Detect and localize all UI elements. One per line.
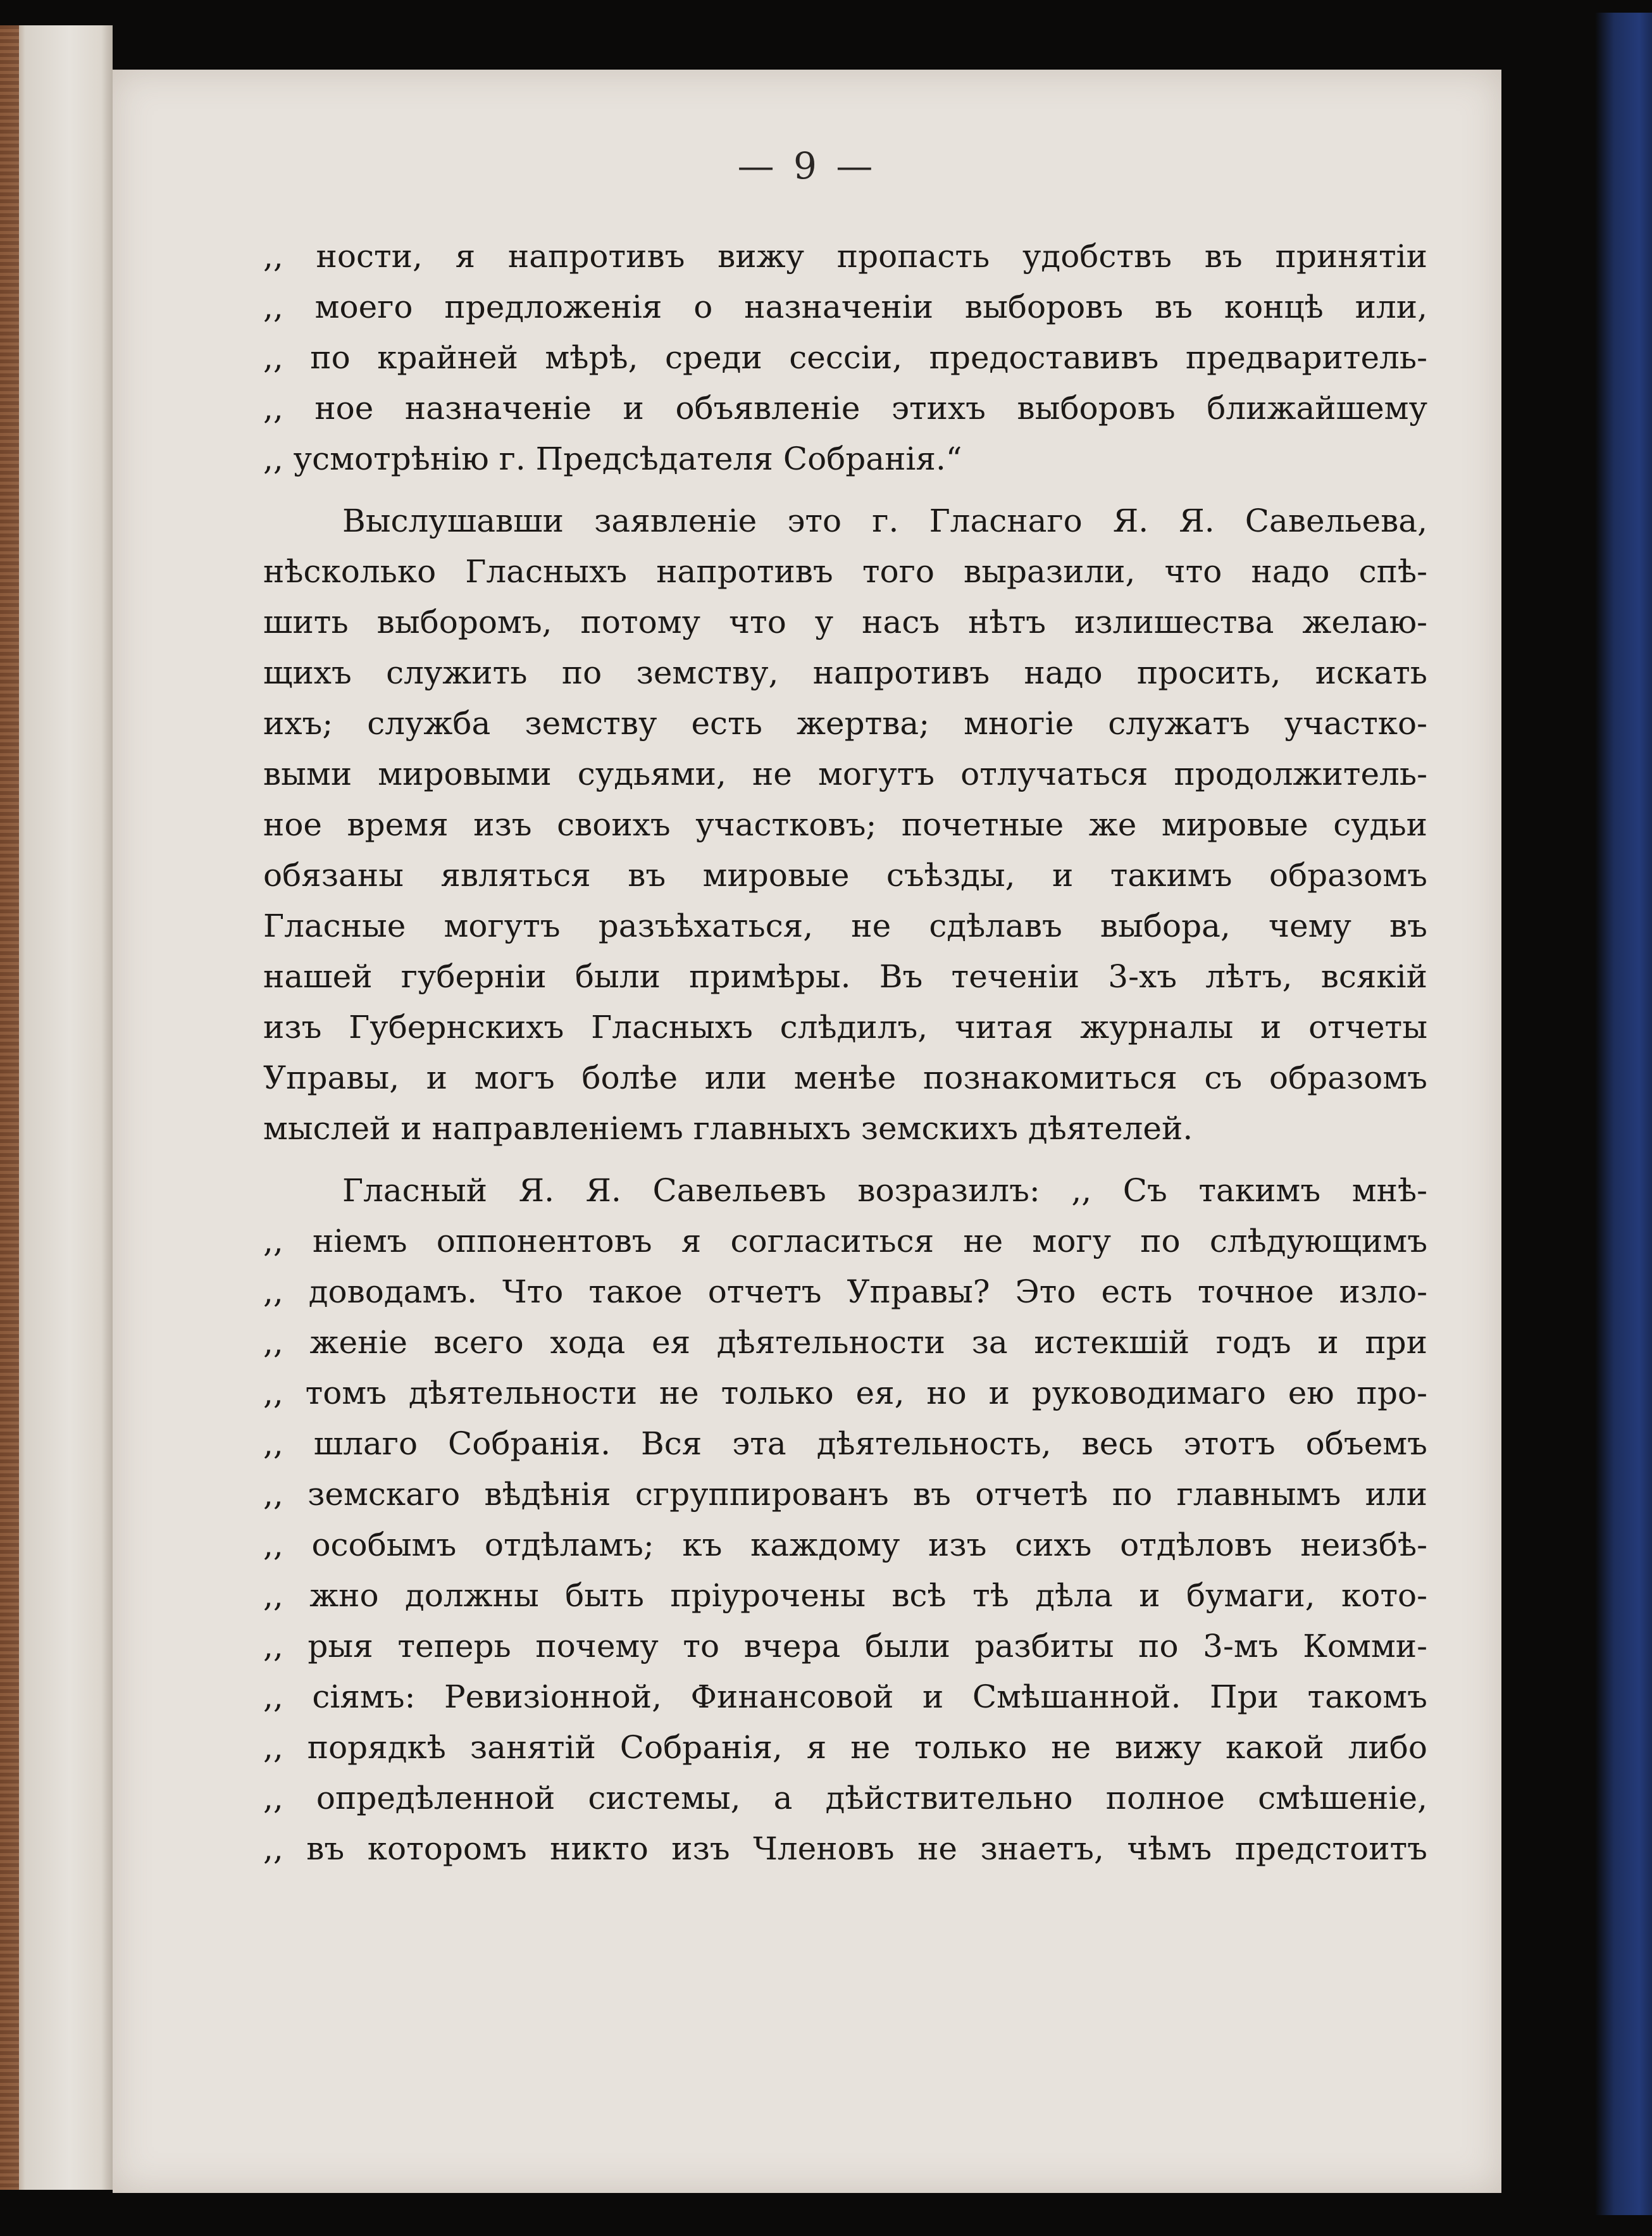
text-line: ,, земскаго вѣдѣнія сгруппированъ въ отчетѣ по главнымъ или xyxy=(263,1476,1427,1513)
text-line: ,, жно должны быть пріурочены всѣ тѣ дѣла и бумаги, кото- xyxy=(263,1577,1427,1614)
text-line: обязаны являться въ мировые съѣзды, и такимъ образомъ xyxy=(263,857,1427,894)
text-line: ,, по крайней мѣрѣ, среди сессіи, предоставивъ предваритель- xyxy=(263,339,1427,376)
text-line: ,, рыя теперь почему то вчера были разбиты по 3-мъ Комми- xyxy=(263,1628,1427,1665)
book-binding-edge xyxy=(0,25,19,2190)
text-line: нашей губерніи были примѣры. Въ теченіи 3-хъ лѣтъ, всякій xyxy=(263,958,1427,995)
paragraph xyxy=(263,1165,1427,1874)
text-line: мыслей и направленіемъ главныхъ земскихъ дѣятелей. xyxy=(263,1110,1193,1147)
text-line: ,, въ которомъ никто изъ Членовъ не знаетъ, чѣмъ предстоитъ xyxy=(263,1830,1427,1867)
paragraph xyxy=(263,231,1427,484)
text-line: ,, доводамъ. Что такое отчетъ Управы? Это есть точное изло- xyxy=(263,1273,1427,1310)
cover-edge xyxy=(1487,13,1652,2215)
text-line: ,, особымъ отдѣламъ; къ каждому изъ сихъ отдѣловъ неизбѣ- xyxy=(263,1527,1427,1563)
text-line: ,, ніемъ оппонентовъ я согласиться не могу по слѣдующимъ xyxy=(263,1223,1427,1259)
text-line: ,, ное назначеніе и объявленіе этихъ выборовъ ближайшему xyxy=(263,390,1427,427)
text-line: Гласные могутъ разъѣхаться, не сдѣлавъ выбора, чему въ xyxy=(263,908,1427,944)
text-line: ,, ности, я напротивъ вижу пропасть удобствъ въ принятіи xyxy=(263,238,1427,275)
text-line: ихъ; служба земству есть жертва; многіе служатъ участко- xyxy=(263,705,1427,742)
book-page xyxy=(113,70,1501,2193)
text-line: ,, порядкѣ занятій Собранія, я не только не вижу какой либо xyxy=(263,1729,1427,1766)
text-line: изъ Губернскихъ Гласныхъ слѣдилъ, читая журналы и отчеты xyxy=(263,1009,1427,1046)
text-line: ,, опредѣленной системы, а дѣйствительно полное смѣшеніе, xyxy=(263,1780,1427,1816)
text-line: ,, томъ дѣятельности не только ея, но и руководимаго ею про- xyxy=(263,1375,1427,1411)
text-line: ,, усмотрѣнію г. Предсѣдателя Собранія.“ xyxy=(263,440,962,477)
text-line: ,, моего предложенія о назначеніи выборовъ въ концѣ или, xyxy=(263,289,1427,325)
text-line: ,, шлаго Собранія. Вся эта дѣятельность, весь этотъ объемъ xyxy=(263,1425,1427,1462)
paragraph xyxy=(263,496,1427,1154)
text-line: ,, женіе всего хода ея дѣятельности за истекшій годъ и при xyxy=(263,1324,1427,1361)
left-page-edge xyxy=(0,25,113,2190)
text-line: Гласный Я. Я. Савельевъ возразилъ: ,, Съ такимъ мнѣ- xyxy=(342,1172,1427,1209)
body-text xyxy=(263,231,1427,1874)
page-number: — 9 — xyxy=(737,144,877,187)
text-line: ,, сіямъ: Ревизіонной, Финансовой и Смѣшанной. При такомъ xyxy=(263,1678,1427,1715)
text-line: щихъ служить по земству, напротивъ надо просить, искать xyxy=(263,654,1427,691)
text-line: Управы, и могъ болѣе или менѣе познакомиться съ образомъ xyxy=(263,1059,1427,1096)
text-line: Выслушавши заявленіе это г. Гласнаго Я. Я. Савельева, xyxy=(342,503,1427,539)
text-line: шить выборомъ, потому что у насъ нѣтъ излишества желаю- xyxy=(263,604,1427,640)
text-line: выми мировыми судьями, не могутъ отлучаться продолжитель- xyxy=(263,756,1427,792)
text-line: нѣсколько Гласныхъ напротивъ того выразили, что надо спѣ- xyxy=(263,553,1427,590)
text-line: ное время изъ своихъ участковъ; почетные же мировые судьи xyxy=(263,806,1427,843)
